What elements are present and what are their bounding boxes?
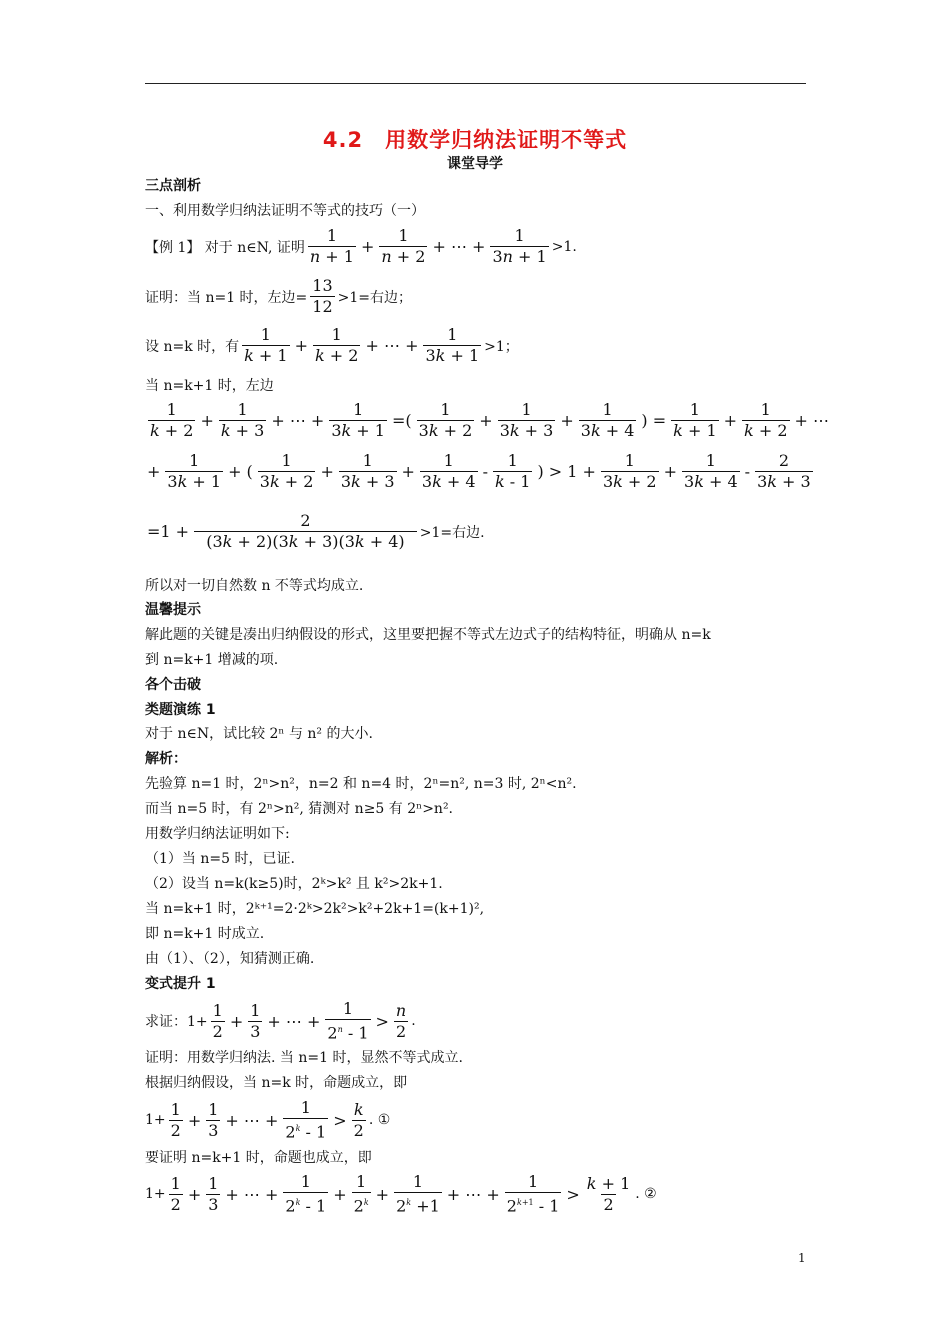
heading-sandian: 三点剖析 bbox=[145, 178, 201, 194]
proof-base-case: 证明：当 n=1 时，左边= $\frac{13}{12}$ >1=右边； bbox=[145, 276, 413, 316]
tip-line-2: 到 n=k+1 增减的项. bbox=[145, 652, 279, 668]
page-subtitle: 课堂导学 bbox=[447, 156, 503, 172]
exercise-1-question: 对于 n∈N，试比较 2ⁿ 与 n² 的大小. bbox=[145, 726, 373, 742]
induction-goal: 1+ $\frac{1}{2}$ + $\frac{1}{3}$ + ⋯ + $\frac{1}{2^k - 1}$ + $\frac{1}{2^k}$ + $\frac{1}{2^k +1}$ + ⋯ + $\frac{1}{2^{k+1} - 1}$ > $\frac{k + 1}{2}$ . ② bbox=[145, 1172, 657, 1216]
analysis-line-3: 用数学归纳法证明如下: bbox=[145, 826, 290, 842]
variant-statement: 求证：1+ $\frac{1}{2}$ + $\frac{1}{3}$ + ⋯ + $\frac{1}{2^n - 1}$ > $\frac{n}{2}$ . bbox=[145, 999, 416, 1043]
variant-proof-2: 根据归纳假设，当 n=k 时，命题成立，即 bbox=[145, 1075, 408, 1091]
proof-step-intro: 当 n=k+1 时，左边 bbox=[145, 378, 274, 394]
text-conclusion: 所以对一切自然数 n 不等式均成立. bbox=[145, 578, 364, 594]
proof-hypothesis: 设 n=k 时，有 $\frac{1}{k + 1}$ + $\frac{1}{k + 2}$ + ⋯ + $\frac{1}{3k + 1}$ >1； bbox=[145, 325, 519, 365]
equation-line-3: =1 + $\frac{2}{(3k + 2)(3k + 3)(3k + 4)}$ >1=右边. bbox=[147, 511, 485, 551]
header-rule bbox=[145, 83, 806, 84]
analysis-line-1: 先验算 n=1 时，2ⁿ>n²，n=2 和 n=4 时，2ⁿ=n², n=3 时, 2ⁿ<n². bbox=[145, 776, 577, 792]
page-title: 4.2 用数学归纳法证明不等式 bbox=[322, 128, 628, 152]
analysis-line-8: 由（1）、（2），知猜测正确. bbox=[145, 951, 315, 967]
heading-exercise-1: 类题演练 1 bbox=[145, 702, 216, 718]
tip-line-1: 解此题的关键是凑出归纳假设的形式，这里要把握不等式左边式子的结构特征，明确从 n=k bbox=[145, 627, 711, 643]
analysis-line-6: 当 n=k+1 时，2ᵏ⁺¹=2·2ᵏ>2k²>k²+2k+1=(k+1)², bbox=[145, 901, 485, 917]
variant-proof-1: 证明：用数学归纳法. 当 n=1 时，显然不等式成立. bbox=[145, 1050, 463, 1066]
heading-tip: 温馨提示 bbox=[145, 602, 201, 618]
analysis-line-4: （1）当 n=5 时，已证. bbox=[145, 851, 295, 867]
heading-variant-1: 变式提升 1 bbox=[145, 976, 216, 992]
equation-line-1: $\frac{1}{k + 2}$ + $\frac{1}{k + 3}$ + ⋯ + $\frac{1}{3k + 1}$ =( $\frac{1}{3k + 2}$ + $\frac{1}{3k + 3}$ + $\frac{1}{3k + 4}$ ) = $\frac{1}{k + 1}$ + $\frac{1}{k + 2}$ + ⋯ bbox=[150, 400, 829, 440]
heading-analysis: 解析： bbox=[145, 751, 187, 767]
analysis-line-7: 即 n=k+1 时成立. bbox=[145, 926, 265, 942]
example-1: 【例 1】 对于 n∈N, 证明 $\frac{1}{n + 1}$ + $\frac{1}{n + 2}$ + ⋯ + $\frac{1}{3n + 1}$ >1. bbox=[145, 226, 577, 266]
analysis-line-5: （2）设当 n=k(k≥5)时，2ᵏ>k² 且 k²>2k+1. bbox=[145, 876, 443, 892]
induction-hypothesis: 1+ $\frac{1}{2}$ + $\frac{1}{3}$ + ⋯ + $\frac{1}{2^k - 1}$ > $\frac{k}{2}$ . ① bbox=[145, 1098, 391, 1142]
text-technique: 一、利用数学归纳法证明不等式的技巧（一） bbox=[145, 203, 425, 219]
analysis-line-2: 而当 n=5 时，有 2ⁿ>n², 猜测对 n≥5 有 2ⁿ>n². bbox=[145, 801, 454, 817]
heading-each: 各个击破 bbox=[145, 677, 201, 693]
page-number: 1 bbox=[798, 1251, 806, 1265]
variant-proof-3: 要证明 n=k+1 时，命题也成立，即 bbox=[145, 1150, 372, 1166]
equation-line-2: + $\frac{1}{3k + 1}$ + ( $\frac{1}{3k + 2}$ + $\frac{1}{3k + 3}$ + $\frac{1}{3k + 4}$ - $\frac{1}{k - 1}$ ) > 1 + $\frac{1}{3k + 2}$ + $\frac{1}{3k + 4}$ - $\frac{2}{3k + 3}$ bbox=[147, 451, 811, 491]
